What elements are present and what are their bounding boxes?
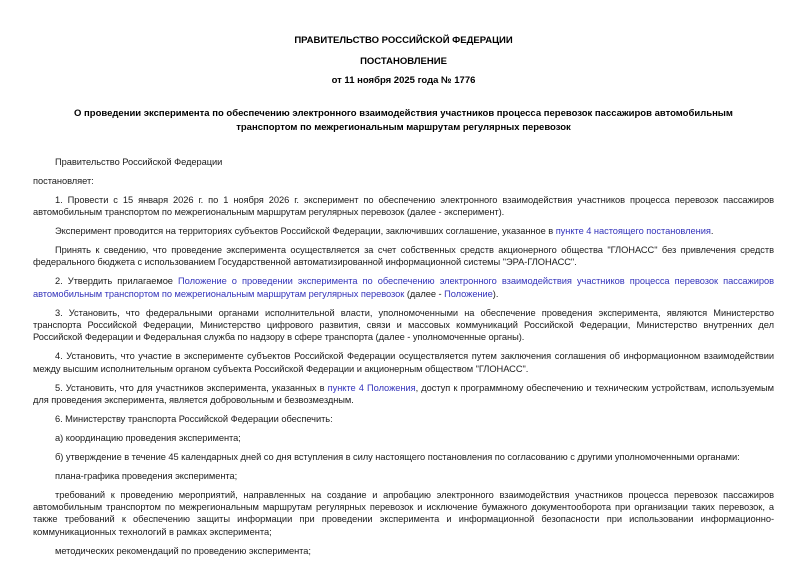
- paragraph-text: 6. Министерству транспорта Российской Федерации обеспечить:: [55, 414, 333, 424]
- document-type: ПОСТАНОВЛЕНИЕ: [360, 56, 447, 67]
- paragraph: [33, 413, 774, 425]
- paragraph-text: плана-графика проведения эксперимента;: [55, 470, 238, 481]
- document-authority: ПРАВИТЕЛЬСТВО РОССИЙСКОЙ ФЕДЕРАЦИИ: [294, 35, 513, 46]
- paragraph-text: методических рекомендаций по проведению эксперимента;: [55, 545, 311, 556]
- document-link[interactable]: пункте 4 настоящего постановления: [555, 226, 711, 237]
- paragraph: [33, 382, 774, 407]
- paragraph: [33, 244, 774, 269]
- paragraph: [33, 225, 774, 237]
- paragraph: [33, 156, 774, 168]
- paragraph-text: ).: [492, 288, 499, 299]
- paragraph: [33, 545, 774, 557]
- paragraph: [33, 451, 774, 463]
- paragraph-text: .: [710, 226, 714, 237]
- paragraph-text: 2. Утвердить прилагаемое: [55, 276, 179, 287]
- document-header: [0, 0, 807, 135]
- paragraph-text: постановляет:: [33, 175, 94, 186]
- paragraph-text: , доступ к программному обеспечению и техническим устройствам, используемым для проведения эксперимента, является добровольным и безвозмездным.: [33, 382, 774, 406]
- document-subject: О проведении эксперимента по обеспечению электронного взаимодействия участников процесса перевозок пассажиров автомобильным транспортом по межрегиональным маршрутам регулярных перевозок: [74, 108, 733, 133]
- paragraph: [33, 350, 774, 375]
- paragraph-text: б) утверждение в течение 45 календарных дней со дня вступления в силу настоящего постановления по согласованию с другими уполномоченными органами:: [55, 451, 740, 462]
- paragraph-text: требований к проведению мероприятий, направленных на создание и апробацию электронного взаимодействия участников процесса перевозок пассажиров автомобильным транспортом по межрегиональным маршрутам регулярных перевозок и исключение бумажного документооборота при организации таких перевозок, а также требований к обеспечению защиты информации при проведении эксперимента и информационной безопасности при использовании информационно-коммуникационных технологий в рамках эксперимента;: [33, 489, 774, 537]
- paragraph-text: Правительство Российской Федерации: [55, 157, 223, 167]
- paragraph-text: Принять к сведению, что проведение эксперимента осуществляется за счет собственных средств акционерного общества "ГЛОНАСС" без привлечения средств федерального бюджета с использованием Государственной автоматизированной информационной системы "ЭРА-ГЛОНАСС".: [33, 245, 774, 268]
- paragraph-text: Эксперимент проводится на территориях субъектов Российской Федерации, заключивших соглашение, указанное в: [55, 226, 556, 237]
- paragraph-text: 4. Установить, что участие в эксперименте субъектов Российской Федерации осуществляется путем заключения соглашения об информационном взаимодействии между высшим исполнительным органом субъекта Российской Федерации и акционерным обществом "ГЛОНАСС".: [33, 351, 774, 374]
- paragraph-text: 5. Установить, что для участников эксперимента, указанных в: [55, 382, 328, 393]
- document-link[interactable]: Положение о проведении эксперимента по обеспечению электронного взаимодействия участников процесса перевозок пассажиров автомобильным транспортом по межрегиональным маршрутам регулярных перевозок: [33, 276, 774, 299]
- paragraph: [33, 432, 774, 444]
- paragraph: [33, 489, 774, 539]
- paragraph: [33, 194, 774, 219]
- paragraph: [33, 307, 774, 344]
- document-link[interactable]: пункте 4 Положения: [327, 382, 416, 393]
- paragraph-text: 3. Установить, что федеральными органами исполнительной власти, уполномоченными на обеспечение проведения эксперимента, являются Министерство транспорта Российской Федерации, Министерство цифрового развития, связи и массовых коммуникаций Российской Федерации, Министерство внутренних дел Российской Федерации и Федеральная служба по надзору в сфере транспорта (далее - уполномоченные органы).: [33, 307, 774, 343]
- paragraph: [33, 470, 774, 482]
- document-link[interactable]: Положение: [444, 288, 493, 299]
- document-date-number: от 11 ноября 2025 года № 1776: [331, 75, 476, 86]
- paragraph: [33, 275, 774, 300]
- document-body: [33, 156, 774, 557]
- paragraph-text: а) координацию проведения эксперимента;: [55, 432, 241, 443]
- paragraph-text: (далее -: [404, 288, 445, 299]
- paragraph-text: 1. Провести с 15 января 2026 г. по 1 ноября 2026 г. эксперимент по обеспечению электронного взаимодействия участников процесса перевозок пассажиров автомобильным транспортом по межрегиональным маршрутам регулярных перевозок (далее - эксперимент).: [33, 194, 774, 218]
- paragraph: [33, 175, 774, 187]
